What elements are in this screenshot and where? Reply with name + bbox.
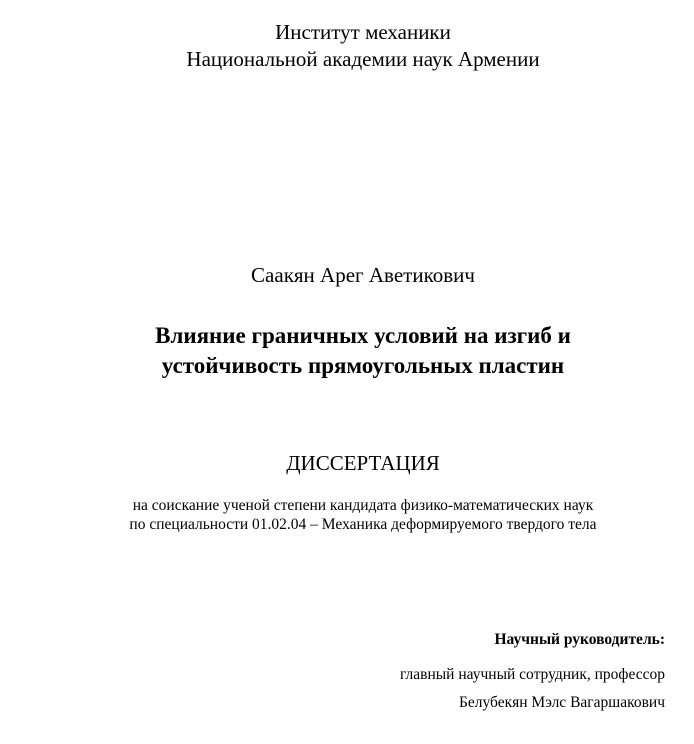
advisor-label: Научный руководитель: <box>494 631 665 648</box>
institution-line-1: Институт механики <box>275 20 451 44</box>
institution-line-2: Национальной академии наук Армении <box>186 47 540 71</box>
advisor-name: Белубекян Мэлс Вагаршакович <box>458 694 665 711</box>
thesis-title-line-2: устойчивость прямоугольных пластин <box>161 353 565 378</box>
thesis-title-line-1: Влияние граничных условий на изгиб и <box>155 323 571 348</box>
degree-purpose-line-1: на соискание ученой степени кандидата физико-математических наук <box>132 497 594 514</box>
author-name: Саакян Арег Аветикович <box>251 263 475 287</box>
document-type: ДИССЕРТАЦИЯ <box>286 451 440 475</box>
advisor-position: главный научный сотрудник, профессор <box>399 666 665 683</box>
degree-purpose-line-2: по специальности 01.02.04 – Механика деформируемого твердого тела <box>129 516 597 533</box>
